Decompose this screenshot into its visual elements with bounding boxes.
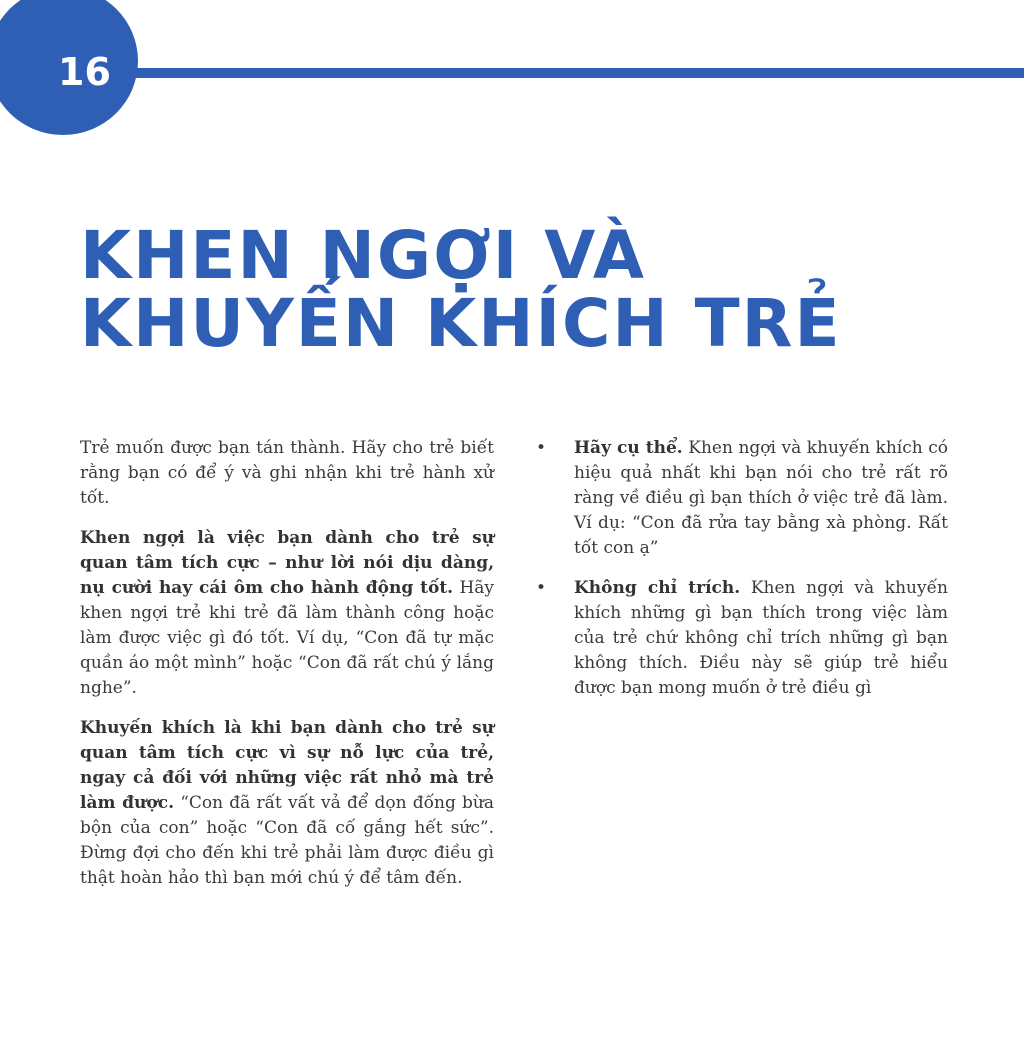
bullet-text: Khen ngợi và khuyến khích những gì bạn thích trong việc làm của trẻ chứ không chỉ trích những gì bạn không thích. Điều này sẽ giúp trẻ hiểu được bạn mong muốn ở trẻ điều gì — [574, 578, 948, 698]
page-title — [80, 217, 842, 362]
encouragement-body: “Con đã rất vất vả để dọn đống bừa bộn của con” hoặc “Con đã cố gắng hết sức”. Đừng đợi cho đến khi trẻ phải làm được điều gì thật hoàn hảo thì bạn mới chú ý để tâm đến. — [80, 793, 494, 888]
list-item — [536, 436, 948, 561]
right-column — [536, 436, 948, 716]
bullet-text: Khen ngợi và khuyến khích có hiệu quả nhất khi bạn nói cho trẻ rất rõ ràng về điều gì bạn thích ở việc trẻ đã làm. Ví dụ: “Con đã rửa tay bằng xà phòng. Rất tốt con ạ” — [574, 438, 949, 558]
bullet-heading: Không chỉ trích. — [574, 578, 741, 598]
left-column — [80, 436, 494, 906]
intro-paragraph: Trẻ muốn được bạn tán thành. Hãy cho trẻ biết rằng bạn có để ý và ghi nhận khi trẻ hành xử tốt. — [80, 438, 494, 508]
header-rule — [130, 68, 1024, 78]
bullet-heading: Hãy cụ thể. — [574, 438, 683, 458]
title-line-2: KHUYẾN KHÍCH TRẺ — [80, 285, 842, 362]
encouragement-definition: Khuyến khích là khi bạn dành cho trẻ sự quan tâm tích cực vì sự nỗ lực của trẻ, ngay cả đối với những việc rất nhỏ mà trẻ làm được. — [80, 718, 494, 813]
encouragement-paragraph — [80, 716, 494, 891]
praise-paragraph — [80, 526, 494, 701]
praise-body: Hãy khen ngợi trẻ khi trẻ đã làm thành công hoặc làm được việc gì đó tốt. Ví dụ, “Con đã tự mặc quần áo một mình” hoặc “Con đã rất chú ý lắng nghe”. — [80, 578, 495, 698]
praise-definition: Khen ngợi là việc bạn dành cho trẻ sự quan tâm tích cực – như lời nói dịu dàng, nụ cười hay cái ôm cho hành động tốt. — [80, 528, 494, 598]
list-item — [536, 576, 948, 701]
bullet-icon: • — [536, 438, 547, 458]
title-line-1: KHEN NGỢI VÀ — [80, 217, 646, 294]
page-number: 16 — [58, 50, 111, 94]
bullet-icon: • — [536, 578, 547, 598]
